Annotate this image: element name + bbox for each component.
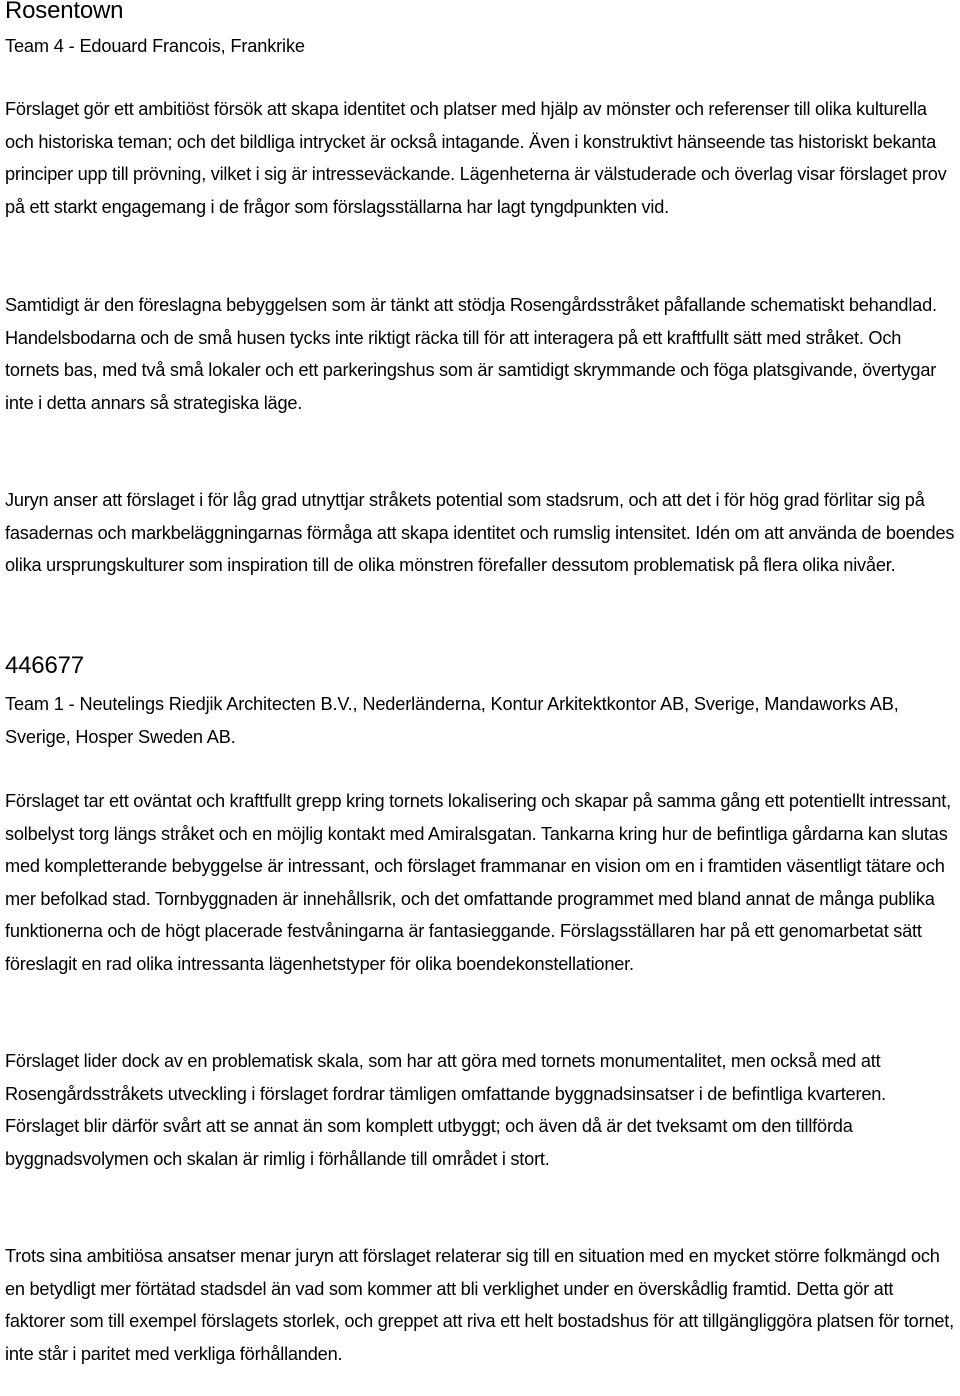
section-title-446677: 446677 <box>5 652 84 679</box>
paragraph: Trots sina ambitiösa ansatser menar juryn att förslaget relaterar sig till en situation med en mycket större folkmängd och en betydligt mer förtätad stadsdel än vad som kommer att bli verklighet under en överskådlig framtid. Detta gör att faktorer som till exempel förslagets storlek, och greppet att riva ett helt bostadshus för att tillgängliggöra platsen för tornet, inte står i paritet med verkliga förhållanden. <box>5 1246 954 1364</box>
team-subtitle: Team 1 - Neutelings Riedjik Architecten B.V., Nederländerna, Kontur Arkitektkontor AB, Sverige, Mandaworks AB, Sverige, Hosper Sweden AB. <box>5 694 899 747</box>
paragraph: Förslaget gör ett ambitiöst försök att skapa identitet och platser med hjälp av mönster och referenser till olika kulturella och historiska teman; och det bildliga intrycket är också intagande. Även i konstruktivt hänseende tas historiskt bekanta principer upp till prövning, vilket i sig är intresseväckande. Lägenheterna är välstuderade och överlag visar förslaget prov på ett starkt engagemang i de frågor som förslagsställarna har lagt tyngdpunkten vid. <box>5 99 947 217</box>
section-title-rosentown: Rosentown <box>5 0 124 24</box>
paragraph: Samtidigt är den föreslagna bebyggelsen som är tänkt att stödja Rosengårdsstråket påfallande schematiskt behandlad. Handelsbodarna och de små husen tycks inte riktigt räcka till för att interagera på ett kraftfullt sätt med stråket. Och tornets bas, med två små lokaler och ett parkeringshus som är samtidigt skrymmande och föga platsgivande, övertygar inte i detta annars så strategiska läge. <box>5 295 937 413</box>
paragraph: Förslaget lider dock av en problematisk skala, som har att göra med tornets monumentalitet, men också med att Rosengårdsstråkets utveckling i förslaget fordrar tämligen omfattande byggnadsinsatser i de befintliga kvarteren. Förslaget blir därför svårt att se annat än som komplett utbyggt; och även då är det tveksamt om den tillförda byggnadsvolymen och skalan är rimlig i förhållande till området i stort. <box>5 1051 887 1169</box>
team-subtitle: Team 4 - Edouard Francois, Frankrike <box>5 36 305 56</box>
paragraph: Förslaget tar ett oväntat och kraftfullt grepp kring tornets lokalisering och skapar på samma gång ett potentiellt intressant, solbelyst torg längs stråket och en möjlig kontakt med Amiralsgatan. Tankarna kring hur de befintliga gårdarna kan slutas med kompletterande bebyggelse är intressant, och förslaget frammanar en vision om en i framtiden väsentligt tätare och mer befolkad stad. Tornbyggnaden är innehållsrik, och det omfattande programmet med bland annat de många publika funktionerna och de högt placerade festvåningarna är fantasieggande. Förslagsställaren har på ett genomarbetat sätt föreslagit en rad olika intressanta lägenhetstyper för olika boendekonstellationer. <box>5 791 951 974</box>
paragraph: Juryn anser att förslaget i för låg grad utnyttjar stråkets potential som stadsrum, och att det i för hög grad förlitar sig på fasadernas och markbeläggningarnas förmåga att skapa identitet och rumslig intensitet. Idén om att använda de boendes olika ursprungskulturer som inspiration till de olika mönstren förefaller dessutom problematisk på flera olika nivåer. <box>5 490 955 576</box>
